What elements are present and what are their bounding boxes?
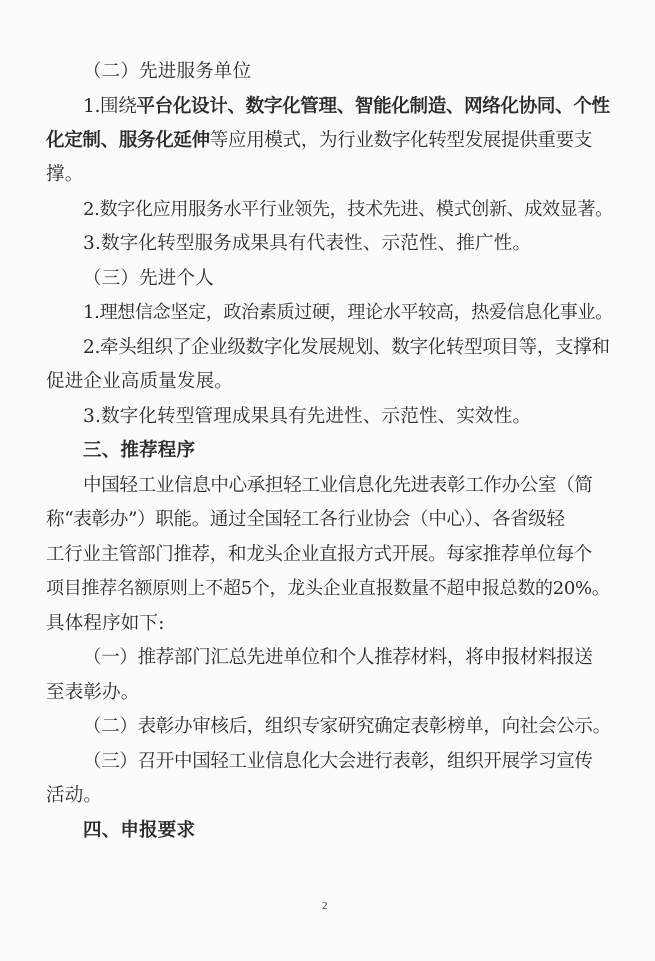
procedure-step-1-line-1: （一）推荐部门汇总先进单位和个人推荐材料，将申报材料报送: [83, 647, 593, 668]
service-item-1-line-1: [83, 95, 610, 119]
separator: 、: [445, 96, 465, 117]
procedure-para-line-5: 具体程序如下:: [46, 613, 165, 634]
section-heading-recommendation-procedure: 三、推荐程序: [83, 440, 196, 461]
procedure-para-line-2: 称“表彰办”）职能。通过全国轻工各行业协会（中心）、各省级轻: [46, 509, 565, 530]
service-item-1-line-2: [46, 129, 592, 153]
sub-heading-advanced-service-units: （二）先进服务单位: [83, 61, 252, 82]
separator: 、: [227, 96, 246, 117]
procedure-para-line-1: 中国轻工业信息中心承担轻工业信息化先进表彰工作办公室（简: [83, 475, 593, 496]
bold-term: 网络化协同: [464, 96, 556, 117]
bold-term: 智能化制造: [354, 96, 446, 117]
separator: 、: [336, 96, 355, 117]
text: 等应用模式，为行业数字化转型发展提供重要支: [209, 130, 593, 151]
individual-item-2-line-1: 2.牵头组织了企业级数字化发展规划、数字化转型项目等，支撑和: [83, 337, 610, 358]
sub-heading-advanced-individuals: （三）先进个人: [83, 268, 214, 289]
procedure-step-3-line-1: （三）召开中国轻工业信息化大会进行表彰，组织开展学习宣传: [83, 751, 593, 772]
procedure-para-line-3: 工行业主管部门推荐，和龙头企业直报方式开展。每家推荐单位每个: [46, 544, 593, 565]
individual-item-1: 1.理想信念坚定，政治素质过硬，理论水平较高，热爱信息化事业。: [83, 302, 613, 323]
bold-term: 平台化设计: [136, 96, 228, 117]
bold-term: 数字化管理: [245, 96, 337, 117]
separator: 、: [100, 130, 119, 151]
text: 1.围绕: [83, 96, 137, 117]
procedure-step-1-line-2: 至表彰办。: [46, 682, 140, 703]
bold-term: 化定制: [46, 130, 101, 151]
separator: 、: [555, 96, 574, 117]
bold-term: 个性: [573, 96, 610, 117]
procedure-step-3-line-2: 活动。: [46, 785, 103, 806]
individual-item-3: 3.数字化转型管理成果具有先进性、示范性、实效性。: [83, 406, 532, 427]
service-item-3: 3.数字化转型服务成果具有代表性、示范性、推广性。: [83, 233, 532, 254]
bold-term: 服务化延伸: [118, 130, 210, 151]
section-heading-application-requirements: 四、申报要求: [83, 820, 196, 841]
procedure-step-2: （二）表彰办审核后，组织专家研究确定表彰榜单，向社会公示。: [83, 716, 611, 737]
service-item-2: 2.数字化应用服务水平行业领先，技术先进、模式创新、成效显著。: [83, 199, 613, 220]
service-item-1-line-3: 撑。: [46, 164, 84, 185]
page-number: 2: [322, 900, 328, 912]
procedure-para-line-4: 项目推荐名额原则上不超5个，龙头企业直报数量不超申报总数的20%。: [46, 578, 610, 599]
individual-item-2-line-2: 促进企业高质量发展。: [46, 371, 234, 392]
